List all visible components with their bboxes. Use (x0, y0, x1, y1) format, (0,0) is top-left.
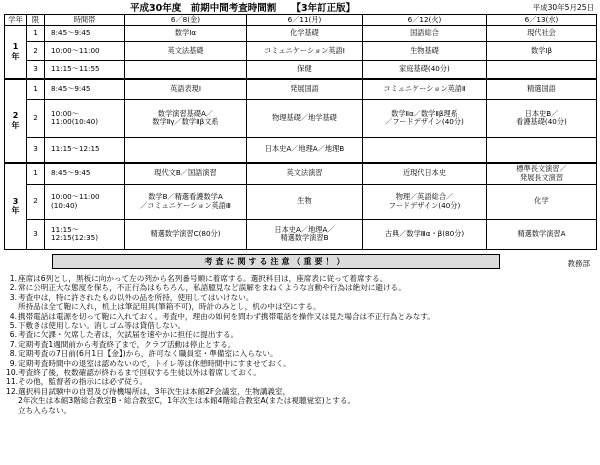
col-header-time: 時間帯 (45, 15, 125, 26)
subject-cell (487, 137, 597, 163)
time-cell: 8:45～9:45 (45, 79, 125, 100)
notice-text: 定期考査1週間前から考査終了まで，クラブ活動は停止とする。 (18, 339, 236, 349)
subject-cell: 数学Ⅰα (125, 26, 247, 42)
time-cell: 10:00～11:00 (10:40) (45, 184, 125, 219)
notice-item (6, 387, 596, 396)
subject-cell: 近現代日本史 (363, 163, 487, 185)
col-header-day1: 6／8(金) (125, 15, 247, 26)
notice-number: 10. (6, 368, 19, 378)
notice-text: 所持品は全て鞄に入れ，机上は筆記用具(筆箱不可)，時計のみとし，机の中は空にする。 (18, 302, 321, 312)
notice-section (4, 252, 596, 465)
notice-number: 9. (9, 358, 17, 368)
notice-text: 定期考査時間中の退室は認めないので，トイレ等は休憩時間中にすませておく。 (18, 358, 291, 368)
col-header-day3: 6／12(火) (363, 15, 487, 26)
notice-department: 教務部 (567, 259, 590, 268)
subject-cell: 物理／英語総合／ フードデザイン(40分) (363, 184, 487, 219)
period-cell: 1 (27, 163, 45, 185)
notice-item (6, 359, 596, 368)
period-cell: 2 (27, 184, 45, 219)
subject-cell: 発展国語 (247, 79, 363, 100)
subject-cell: 国語総合 (363, 26, 487, 42)
time-cell: 8:45～9:45 (45, 163, 125, 185)
notice-list (6, 274, 596, 415)
subject-cell: コミュニケーション英語Ⅰ (247, 42, 363, 61)
subject-cell: 英文法基礎 (125, 42, 247, 61)
subject-cell: 家庭基礎(40分) (363, 60, 487, 79)
subject-cell: 日本史A／地理A／地理B (247, 137, 363, 163)
subject-cell: 数学B／精選看護数学A ／コミュニケーション英語Ⅲ (125, 184, 247, 219)
subject-cell (125, 137, 247, 163)
subject-cell: 生物 (247, 184, 363, 219)
schedule-row (5, 26, 597, 42)
subject-cell: 英語表現Ⅰ (125, 79, 247, 100)
notice-number: 5. (9, 321, 17, 331)
notice-text: 考査中は，特に許されたもの以外の品を所持，使用してはいけない。 (18, 292, 254, 302)
notice-item (6, 283, 596, 292)
notice-item-continuation (6, 302, 596, 311)
subject-cell: 英文法演習 (247, 163, 363, 185)
notice-number: 7. (9, 339, 17, 349)
subject-cell: 保健 (247, 60, 363, 79)
title-text: 平成30年度 前期中間考査時間割 (130, 3, 277, 14)
col-header-period: 限 (27, 15, 45, 26)
notice-number: 8. (9, 349, 17, 359)
notice-text: 2年次生は本館3階総合教室B・総合教室C，1年次生は本館4階総合教室A(または視聴覚室)とする。 (18, 396, 356, 406)
period-cell: 3 (27, 219, 45, 249)
notice-number: 11. (6, 377, 19, 387)
notice-text: 常に公明正大な態度を保ち，不正行為はもちろん，私語臆見など誤解をまねくような言動や行為は絶対に避ける。 (18, 283, 406, 293)
grade-cell: 3 年 (5, 163, 27, 250)
notice-text: 選択科目試験中の自習及び待機場所は，3年次生は本館2F会議室，生物講義室， (18, 386, 291, 396)
notice-number: 1. (9, 274, 17, 283)
period-cell: 1 (27, 79, 45, 100)
notice-text: 考査終了後，枚数確認が終わるまで回収する生徒以外は着席しておく。 (18, 368, 261, 378)
time-cell: 11:15～12:15 (45, 137, 125, 163)
subject-cell: 数学演習基礎A／ 数学Ⅱγ／数学Ⅱβ文系 (125, 100, 247, 137)
subject-cell: 数学Ⅰβ (487, 42, 597, 61)
time-cell: 11:15～ 12:15(12:35) (45, 219, 125, 249)
period-cell: 3 (27, 137, 45, 163)
header-row (5, 15, 597, 26)
col-header-grade: 学年 (5, 15, 27, 26)
notice-number: 4. (9, 311, 17, 321)
grade-cell: 1 年 (5, 26, 27, 79)
notice-text: 考査に欠課・欠席した者は，欠試届を速やかに担任に提出する。 (18, 330, 239, 340)
subject-cell: 標準長文演習／ 発展長文演習 (487, 163, 597, 185)
notice-number: 2. (9, 283, 17, 293)
time-cell: 8:45～9:45 (45, 26, 125, 42)
subject-cell: 現代社会 (487, 26, 597, 42)
notice-text: 立ち入らない。 (18, 405, 72, 415)
notice-text: 定期考査の7日前(6月1日【金】)から，許可なく職員室・準備室に入らない。 (18, 349, 278, 359)
schedule-row (5, 79, 597, 100)
schedule-row (5, 42, 597, 61)
notice-number: 12. (6, 386, 19, 396)
notice-heading: 考査に関する注意（重要！） (52, 254, 500, 269)
notice-number: 6. (9, 330, 17, 340)
subject-cell (363, 137, 487, 163)
period-cell: 3 (27, 60, 45, 79)
subject-cell: 日本史B／ 看護基礎(40分) (487, 100, 597, 137)
subject-cell (125, 60, 247, 79)
period-cell: 1 (27, 26, 45, 42)
subject-cell: 日本史A／地理A／ 精選数学演習B (247, 219, 363, 249)
period-cell: 2 (27, 42, 45, 61)
grade-cell: 2 年 (5, 79, 27, 163)
notice-item (6, 312, 596, 321)
schedule-row (5, 100, 597, 137)
subject-cell: 生物基礎 (363, 42, 487, 61)
notice-number: 3. (9, 292, 17, 302)
subject-cell: 精選数学演習C(80分) (125, 219, 247, 249)
subject-cell: 物理基礎／地学基礎 (247, 100, 363, 137)
subject-cell: 現代文B／国語演習 (125, 163, 247, 185)
notice-item (6, 349, 596, 358)
subject-cell: 精選数学演習A (487, 219, 597, 249)
page-title (130, 0, 355, 14)
issue-date: 平成30年5月25日 (532, 3, 594, 12)
notice-text: 携帯電話は電源を切って鞄に入れておく。考査中，理由の如何を問わず携帯電話を操作又は見た場合は不正行為とみなす。 (18, 311, 435, 321)
notice-item (6, 377, 596, 386)
subject-cell: 数学Ⅱα／数学Ⅱβ理系 ／フードデザイン(40分) (363, 100, 487, 137)
schedule-row (5, 137, 597, 163)
subject-cell (487, 60, 597, 79)
period-cell: 2 (27, 100, 45, 137)
notice-item-continuation (6, 406, 596, 415)
subject-cell: 古典／数学Ⅲα・β(80分) (363, 219, 487, 249)
time-cell: 10:00～ 11:00(10:40) (45, 100, 125, 137)
subject-cell: 精選国語 (487, 79, 597, 100)
schedule-row (5, 219, 597, 249)
notice-item (6, 340, 596, 349)
subject-cell: 化学基礎 (247, 26, 363, 42)
schedule-row (5, 184, 597, 219)
exam-schedule-table (4, 14, 597, 250)
version-label: 【3年訂正版】 (291, 3, 356, 14)
notice-item (6, 293, 596, 302)
time-cell: 11:15～11:55 (45, 60, 125, 79)
subject-cell: 化学 (487, 184, 597, 219)
header (0, 0, 600, 14)
time-cell: 10:00～11:00 (45, 42, 125, 61)
col-header-day2: 6／11(月) (247, 15, 363, 26)
notice-text: 座席は6列とし，黒板に向かって左の列から名列番号順に着席する。選択科目は，座席表に従って着席する。 (18, 274, 388, 283)
notice-item-continuation (6, 396, 596, 405)
subject-cell: コミュニケーション英語Ⅱ (363, 79, 487, 100)
notice-text: その他，監督者の指示には必ず従う。 (18, 377, 148, 387)
schedule-row (5, 163, 597, 185)
notice-item (6, 330, 596, 339)
col-header-day4: 6／13(水) (487, 15, 597, 26)
notice-item (6, 274, 596, 283)
notice-text: 下敷きは使用しない。消しゴム等は貸借しない。 (18, 321, 186, 331)
schedule-row (5, 60, 597, 79)
